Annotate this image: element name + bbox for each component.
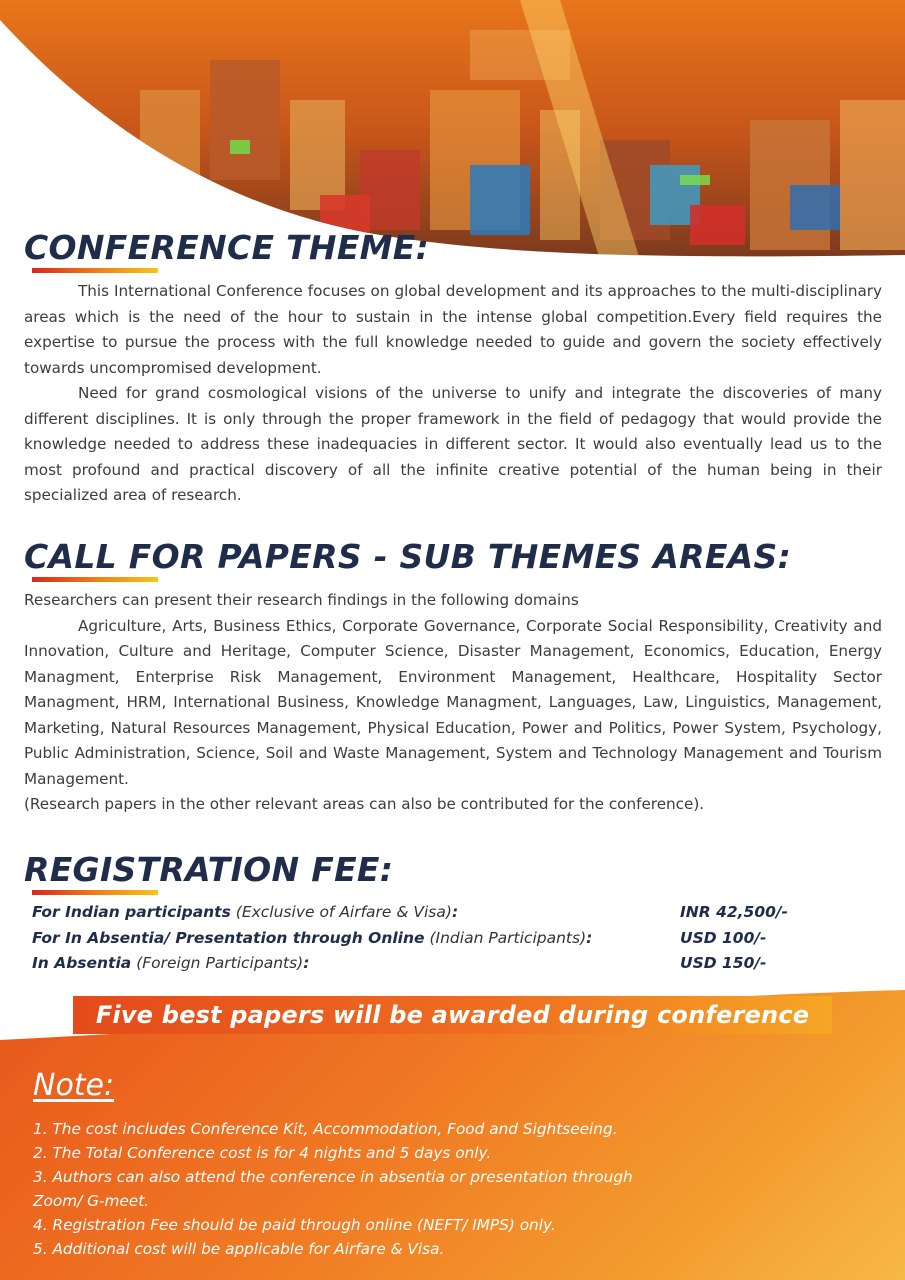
registration-fee-heading: REGISTRATION FEE: [24,850,394,889]
fee-amount: INR 42,500/- [680,903,788,921]
note-item: 2. The Total Conference cost is for 4 nights and 5 days only. [33,1144,492,1162]
call-for-papers-heading: CALL FOR PAPERS - SUB THEMES AREAS: [24,537,792,576]
fee-row [32,929,792,955]
note-list [33,1117,673,1261]
conference-theme-body [24,279,882,509]
fee-row [32,954,792,980]
registration-fee-table [32,903,792,980]
note-item: 3. Authors can also attend the conference in absentia or presentation through Zoom/ G-meet. [33,1168,633,1210]
note-item: 1. The cost includes Conference Kit, Accommodation, Food and Sightseeing. [33,1120,618,1138]
note-item: 4. Registration Fee should be paid through online (NEFT/ IMPS) only. [33,1216,556,1234]
fee-label: For In Absentia/ Presentation through Online (Indian Participants): [32,928,593,947]
conference-theme-heading: CONFERENCE THEME: [24,228,430,267]
header-city-image [0,0,905,260]
conference-theme-underline [32,268,158,273]
call-for-papers-body [24,588,882,818]
call-for-papers-footnote: (Research papers in the other relevant areas can also be contributed for the conference). [24,795,705,813]
note-item: 5. Additional cost will be applicable for Airfare & Visa. [33,1240,445,1258]
registration-fee-underline [32,890,158,895]
note-heading: Note: [33,1068,115,1103]
conference-theme-paragraph-2: Need for grand cosmological visions of the universe to unify and integrate the discoveries of many different disciplines. It is only through the proper framework in the field of pedagogy that would provide the knowledge needed to address these inadequacies in different sector. It would also eventually lead us to the most profound and practical discovery of all the infinite creative potential of the human being in their specialized area of research. [24,384,882,504]
call-for-papers-underline [32,577,158,582]
call-for-papers-domains: Agriculture, Arts, Business Ethics, Corporate Governance, Corporate Social Responsibility, Creativity and Innovation, Culture and Heritage, Computer Science, Disaster Management, Economics, Education, Energy Managment, Enterprise Risk Management, Environment Management, Healthcare, Hospitality Sector Managment, HRM, International Business, Knowledge Managment, Languages, Law, Linguistics, Management, Marketing, Natural Resources Management, Physical Education, Power and Politics, Power System, Psychology, Public Administration, Science, Soil and Waste Management, System and Technology Management and Tourism Management. [24,616,882,788]
fee-label: In Absentia (Foreign Participants): [32,954,310,972]
fee-row [32,903,792,929]
fee-amount: USD 100/- [680,928,767,947]
award-banner [68,996,832,1034]
fee-label: For Indian participants (Exclusive of Airfare & Visa): [32,903,459,921]
call-for-papers-intro: Researchers can present their research findings in the following domains [24,591,579,609]
award-banner-text: Five best papers will be awarded during conference [95,1001,810,1029]
city-skyline-graphic [0,0,905,260]
fee-amount: USD 150/- [680,954,767,972]
conference-theme-paragraph-1: This International Conference focuses on global development and its approaches to the multi-disciplinary areas which is the need of the hour to sustain in the intense global competition.Every field requires the expertise to pursue the process with the full knowledge needed to guide and govern the society effectively towards uncompromised development. [24,282,882,377]
